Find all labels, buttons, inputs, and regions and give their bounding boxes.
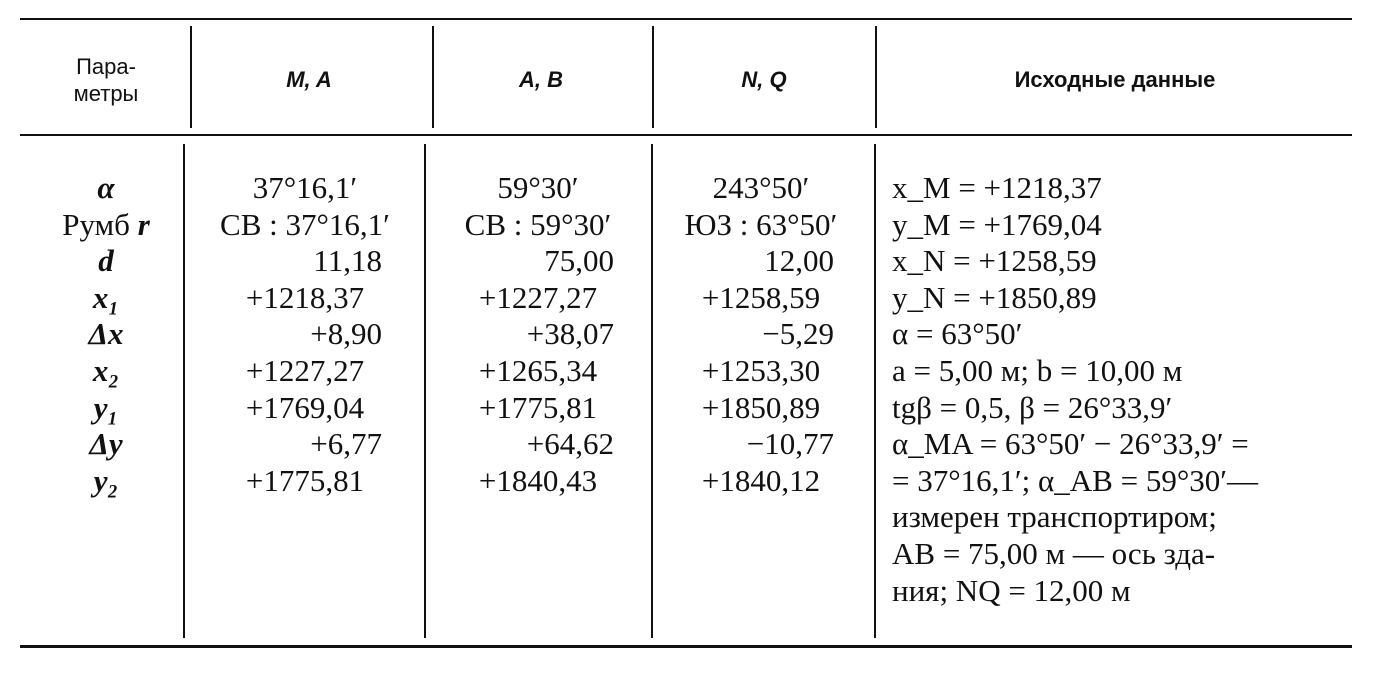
- param-y1: y₁: [93, 389, 119, 425]
- param-rumb: Румб r: [62, 206, 150, 242]
- cell-ma-alpha: 37°16,1′: [252, 170, 358, 205]
- source-line: y_N = +1850,89: [892, 279, 1097, 315]
- cell-ma-x1: +1218,37: [245, 279, 365, 315]
- source-line: AB = 75,00 м — ось зда-: [892, 535, 1216, 571]
- bottom-rule: [20, 645, 1352, 648]
- param-alpha: α: [97, 170, 115, 205]
- source-line: α_MA = 63°50′ − 26°33,9′ =: [892, 426, 1249, 462]
- cell-nq-x2: +1253,30: [701, 352, 821, 388]
- cell-ma-dy: +6,77: [310, 426, 382, 462]
- header-source-data: Исходные данные: [1014, 67, 1216, 92]
- cell-nq-dy: −10,77: [746, 426, 834, 462]
- param-x1: x₁: [92, 279, 120, 315]
- source-line: y_M = +1769,04: [892, 206, 1102, 242]
- column-nq: [658, 170, 864, 499]
- column-ab: [438, 170, 638, 499]
- cell-nq-dx: −5,29: [762, 316, 834, 352]
- cell-ab-dx: +38,07: [526, 316, 614, 352]
- header-col-ma: M, A: [286, 67, 332, 92]
- body-divider-2: [424, 144, 426, 638]
- cell-ab-x1: +1227,27: [478, 279, 598, 315]
- source-line: α = 63°50′: [892, 316, 1023, 352]
- cell-ma-d: 11,18: [313, 243, 382, 279]
- cell-ma-dx: +8,90: [310, 316, 382, 352]
- source-data-block: [892, 170, 1350, 609]
- param-x2: x₂: [92, 352, 120, 388]
- source-line: ния; NQ = 12,00 м: [892, 572, 1131, 608]
- header-divider-2: [432, 26, 434, 128]
- source-line: = 37°16,1′; α_AB = 59°30′—: [892, 462, 1258, 498]
- cell-nq-y2: +1840,12: [701, 462, 821, 498]
- header-parameters: [28, 40, 184, 120]
- header-divider-1: [190, 26, 192, 128]
- param-dy: Δy: [89, 426, 123, 462]
- header-rule: [20, 134, 1352, 136]
- header-divider-4: [875, 26, 877, 128]
- cell-ab-y1: +1775,81: [478, 389, 598, 425]
- cell-ab-y2: +1840,43: [478, 462, 598, 498]
- cell-ma-y2: +1775,81: [245, 462, 365, 498]
- cell-nq-d: 12,00: [764, 243, 834, 279]
- cell-ab-alpha: 59°30′: [497, 170, 579, 205]
- cell-nq-alpha: 243°50′: [712, 170, 810, 205]
- cell-ma-x2: +1227,27: [245, 352, 365, 388]
- cell-ab-x2: +1265,34: [478, 352, 598, 388]
- cell-ab-d: 75,00: [544, 243, 614, 279]
- header-divider-3: [652, 26, 654, 128]
- body-divider-3: [651, 144, 653, 638]
- source-line: измерен транспортиром;: [892, 499, 1217, 535]
- source-line: x_N = +1258,59: [892, 243, 1097, 279]
- parameter-labels: [28, 170, 184, 499]
- cell-ma-y1: +1769,04: [245, 389, 365, 425]
- cell-ma-rumb: СВ : 37°16,1′: [220, 206, 390, 242]
- cell-nq-x1: +1258,59: [701, 279, 821, 315]
- cell-nq-rumb: ЮЗ : 63°50′: [684, 206, 838, 242]
- source-line: tgβ = 0,5, β = 26°33,9′: [892, 389, 1173, 425]
- body-divider-4: [874, 144, 876, 638]
- column-ma: [198, 170, 412, 499]
- source-line: x_M = +1218,37: [892, 170, 1102, 205]
- param-d: d: [98, 243, 114, 279]
- cell-nq-y1: +1850,89: [701, 389, 821, 425]
- cell-ab-rumb: СВ : 59°30′: [464, 206, 612, 242]
- header-parameters-line1: Пара-: [76, 54, 136, 79]
- param-dx: Δx: [88, 316, 124, 352]
- header-col-ab: A, B: [519, 67, 563, 92]
- param-y2: y₂: [93, 462, 119, 498]
- top-rule: [20, 18, 1352, 20]
- cell-ab-dy: +64,62: [526, 426, 614, 462]
- header-col-nq: N, Q: [741, 67, 787, 92]
- source-line: a = 5,00 м; b = 10,00 м: [892, 352, 1183, 388]
- header-parameters-line2: метры: [73, 81, 139, 106]
